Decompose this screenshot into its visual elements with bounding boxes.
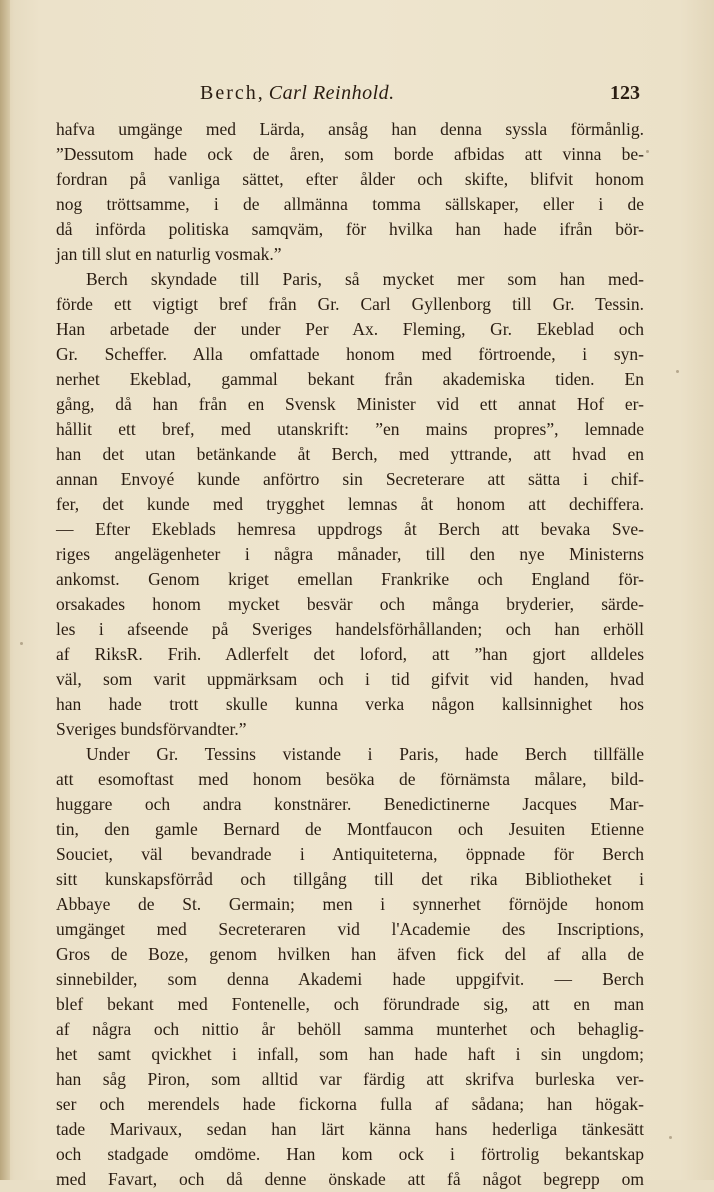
text-line: sinnebilder, som denna Akademi hade uppgifvit. — Berch bbox=[56, 969, 644, 989]
paper-speck bbox=[20, 642, 23, 645]
running-head bbox=[200, 82, 395, 105]
text-line: att esomoftast med honom besöka de förnämsta målare, bild- bbox=[56, 769, 644, 789]
paragraph-start-line: Berch skyndade till Paris, så mycket mer som han med- bbox=[86, 269, 644, 289]
text-line: sitt kunskapsförråd och tillgång till det rika Bibliotheket i bbox=[56, 869, 644, 889]
text-line: han såg Piron, som alltid var färdig att skrifva burleska ver- bbox=[56, 1069, 644, 1089]
paper-speck bbox=[646, 150, 649, 153]
paper-speck bbox=[676, 370, 679, 373]
text-line: nerhet Ekeblad, gammal bekant från akademiska tiden. En bbox=[56, 369, 644, 389]
text-line: väl, som varit uppmärksam och i tid gifvit vid handen, hvad bbox=[56, 669, 644, 689]
paper-speck bbox=[669, 1136, 672, 1139]
text-line: gång, då han från en Svensk Minister vid ett annat Hof er- bbox=[56, 394, 644, 414]
text-line: tade Marivaux, sedan han lärt känna hans hederliga tänkesätt bbox=[56, 1119, 644, 1139]
text-line: huggare och andra konstnärer. Benedictinerne Jacques Mar- bbox=[56, 794, 644, 814]
paragraph-start-line: Under Gr. Tessins vistande i Paris, hade Berch tillfälle bbox=[86, 744, 644, 764]
text-line: annan Envoyé kunde anförtro sin Secreterare att sätta i chif- bbox=[56, 469, 644, 489]
page-header bbox=[200, 82, 640, 112]
text-line: Souciet, väl bevandrade i Antiquiteterna, öppnade för Berch bbox=[56, 844, 644, 864]
text-line: ankomst. Genom kriget emellan Frankrike och England för- bbox=[56, 569, 644, 589]
text-line: af RiksR. Frih. Adlerfelt det loford, att ”han gjort alldeles bbox=[56, 644, 644, 664]
running-head-surname: Berch, bbox=[200, 82, 265, 104]
text-line: riges angelägenheter i några månader, till den nye Ministerns bbox=[56, 544, 644, 564]
text-line: jan till slut en naturlig vosmak.” bbox=[56, 244, 282, 264]
text-line: blef bekant med Fontenelle, och förundrade sig, att en man bbox=[56, 994, 644, 1014]
text-line: han det utan betänkande åt Berch, med yttrande, att hvad en bbox=[56, 444, 644, 464]
page-number: 123 bbox=[610, 82, 640, 104]
text-line: och stadgade omdöme. Han kom ock i förtrolig bekantskap bbox=[56, 1144, 644, 1164]
text-line: orsakades honom mycket besvär och många bryderier, särde- bbox=[56, 594, 644, 614]
text-line: — Efter Ekeblads hemresa uppdrogs åt Berch att bevaka Sve- bbox=[56, 519, 644, 539]
text-line: Abbaye de St. Germain; men i synnerhet förnöjde honom bbox=[56, 894, 644, 914]
text-line: tin, den gamle Bernard de Montfaucon och Jesuiten Etienne bbox=[56, 819, 644, 839]
text-line: Gros de Boze, genom hvilken han äfven fick del af alla de bbox=[56, 944, 644, 964]
body-text bbox=[56, 117, 644, 1192]
text-line: med Favart, och då denne önskade att få något begrepp om bbox=[56, 1169, 644, 1189]
text-line: förde ett vigtigt bref från Gr. Carl Gyllenborg till Gr. Tessin. bbox=[56, 294, 644, 314]
text-line: hafva umgänge med Lärda, ansåg han denna syssla förmånlig. bbox=[56, 119, 644, 139]
text-line: umgänget med Secreteraren vid l'Academie des Inscriptions, bbox=[56, 919, 644, 939]
text-line: Gr. Scheffer. Alla omfattade honom med förtroende, i syn- bbox=[56, 344, 644, 364]
text-line: då införda politiska samqväm, för hvilka han hade ifrån bör- bbox=[56, 219, 644, 239]
text-line: fer, det kunde med trygghet lemnas åt honom att dechiffera. bbox=[56, 494, 644, 514]
text-line: fordran på vanliga sättet, efter ålder och skifte, blifvit honom bbox=[56, 169, 644, 189]
page-binding-edge bbox=[0, 0, 10, 1180]
text-line: Sveriges bundsförvandter.” bbox=[56, 719, 247, 739]
text-line: han hade trott skulle kunna verka någon kallsinnighet hos bbox=[56, 694, 644, 714]
text-line: hållit ett bref, med utanskrift: ”en mains propres”, lemnade bbox=[56, 419, 644, 439]
text-line: nog tröttsamme, i de allmänna tomma sällskaper, eller i de bbox=[56, 194, 644, 214]
text-line: af några och nittio år behöll samma munterhet och behaglig- bbox=[56, 1019, 644, 1039]
text-line: ”Dessutom hade ock de åren, som borde afbidas att vinna be- bbox=[56, 144, 644, 164]
text-line: het samt qvickhet i infall, som han hade haft i sin ungdom; bbox=[56, 1044, 644, 1064]
text-line: ser och merendels hade fickorna fulla af sådana; han högak- bbox=[56, 1094, 644, 1114]
running-head-given-names: Carl Reinhold. bbox=[268, 82, 395, 104]
text-line: Han arbetade der under Per Ax. Fleming, Gr. Ekeblad och bbox=[56, 319, 644, 339]
text-line: les i afseende på Sveriges handelsförhållanden; och han erhöll bbox=[56, 619, 644, 639]
